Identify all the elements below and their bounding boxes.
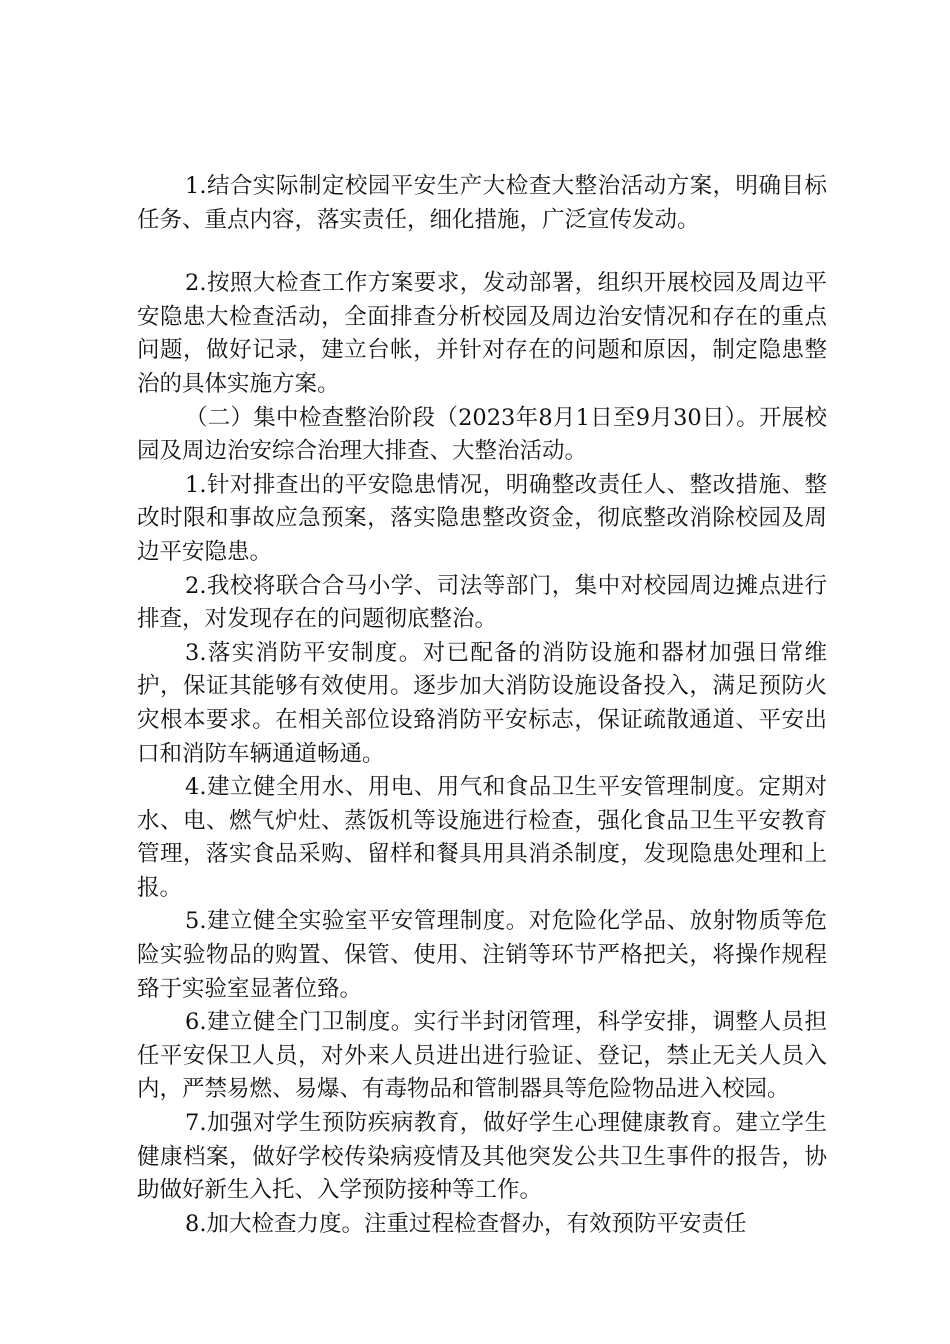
paragraph-item-7-health-education: 7.加强对学生预防疾病教育，做好学生心理健康教育。建立学生健康档案，做好学校传染病疫情及其他突发公共卫生事件的报告，协助做好新生入托、入学预防接种等工作。: [137, 1110, 827, 1204]
paragraph-item-4-utilities-food: 4.建立健全用水、用电、用气和食品卫生平安管理制度。定期对水、电、燃气炉灶、蒸饭机等设施进行检查，强化食品卫生平安教育管理，落实食品采购、留样和餐具用具消杀制度，发现隐患处理和上报。: [137, 774, 827, 901]
paragraph-item-2-joint-check: 2.我校将联合合马小学、司法等部门，集中对校园周边摊点进行排查，对发现存在的问题彻底整治。: [137, 572, 827, 633]
document-body: [137, 170, 827, 1241]
paragraph-item-1-rectification: 1.针对排查出的平安隐患情况，明确整改责任人、整改措施、整改时限和事故应急预案，落实隐患整改资金，彻底整改消除校园及周边平安隐患。: [137, 471, 827, 565]
paragraph-item-6-gatekeeping: 6.建立健全门卫制度。实行半封闭管理，科学安排，调整人员担任平安保卫人员，对外来人员进出进行验证、登记，禁止无关人员入内，严禁易燃、易爆、有毒物品和管制器具等危险物品进入校园。: [137, 1009, 827, 1103]
paragraph-step-2-inspection: 2.按照大检查工作方案要求，发动部署，组织开展校园及周边平安隐患大检查活动，全面排查分析校园及周边治安情况和存在的重点问题，做好记录，建立台帐，并针对存在的问题和原因，制定隐患整治的具体实施方案。: [137, 270, 827, 397]
paragraph-step-1-plan: 1.结合实际制定校园平安生产大检查大整治活动方案，明确目标任务、重点内容，落实责任，细化措施，广泛宣传发动。: [137, 173, 827, 233]
paragraph-item-8-inspection: 8.加大检查力度。注重过程检查督办，有效预防平安责任: [185, 1210, 747, 1237]
paragraph-item-3-fire-safety: 3.落实消防平安制度。对已配备的消防设施和器材加强日常维护，保证其能够有效使用。逐步加大消防设施设备投入，满足预防火灾根本要求。在相关部位设臵消防平安标志，保证疏散通道、平安出口和消防车辆通道畅通。: [137, 639, 827, 767]
paragraph-phase-2-heading: （二）集中检查整治阶段（2023年8月1日至9月30日）。开展校园及周边治安综合治理大排查、大整治活动。: [137, 404, 827, 465]
paragraph-item-5-laboratory: 5.建立健全实验室平安管理制度。对危险化学品、放射物质等危险实验物品的购置、保管、使用、注销等环节严格把关，将操作规程臵于实验室显著位臵。: [137, 908, 827, 1002]
